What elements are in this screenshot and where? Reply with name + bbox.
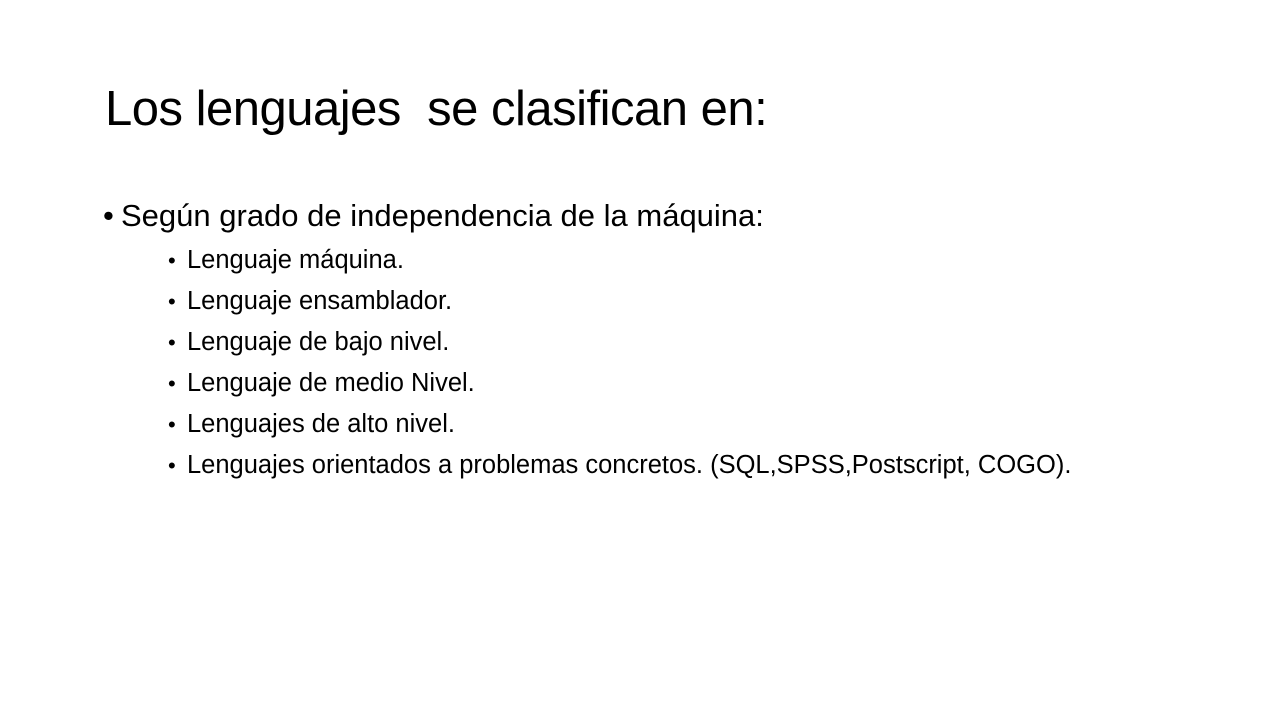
sub-bullet-item bbox=[168, 363, 1071, 404]
sub-bullet-text: Lenguaje máquina. bbox=[187, 246, 404, 274]
sub-bullet-text: Lenguaje de medio Nivel. bbox=[187, 369, 475, 397]
sub-bullet-text: Lenguaje ensamblador. bbox=[187, 287, 453, 315]
sub-bullet-item bbox=[168, 445, 1071, 486]
sub-bullet-dot-icon: • bbox=[168, 330, 176, 355]
bullet-label: Según grado de independencia de la máquina: bbox=[121, 198, 764, 233]
sub-bullet-text: Lenguajes de alto nivel. bbox=[187, 410, 455, 438]
sub-bullet-dot-icon: • bbox=[168, 371, 176, 396]
sub-bullet-item bbox=[168, 404, 1071, 445]
bullet-dot-icon: • bbox=[103, 198, 114, 233]
sub-bullet-dot-icon: • bbox=[168, 453, 176, 478]
bullet-list bbox=[103, 196, 1071, 486]
sub-bullet-list bbox=[168, 240, 1071, 486]
sub-bullet-text: Lenguaje de bajo nivel. bbox=[187, 328, 450, 356]
sub-bullet-dot-icon: • bbox=[168, 248, 176, 273]
slide-title: Los lenguajes se clasifican en: bbox=[105, 82, 768, 136]
sub-bullet-dot-icon: • bbox=[168, 289, 176, 314]
bullet-item-classification bbox=[103, 196, 1071, 486]
sub-bullet-item bbox=[168, 240, 1071, 281]
sub-bullet-dot-icon: • bbox=[168, 412, 176, 437]
sub-bullet-item bbox=[168, 281, 1071, 322]
sub-bullet-text: Lenguajes orientados a problemas concretos. (SQL,SPSS,Postscript, COGO). bbox=[187, 451, 1072, 479]
sub-bullet-item bbox=[168, 322, 1071, 363]
